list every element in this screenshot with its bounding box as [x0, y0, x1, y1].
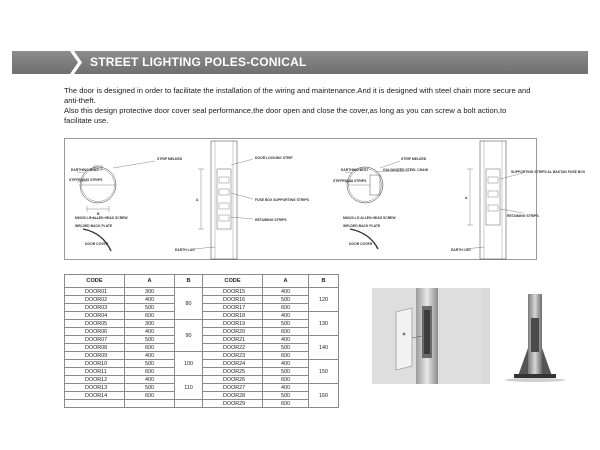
label-welded-back-plate-right: WELDED BACK PLATE — [343, 224, 381, 228]
label-earth-lug-left: EARTH LUG — [175, 248, 195, 252]
door-code-cell: DOOR18 — [203, 312, 263, 320]
intro-paragraph-2: Also this design protective door cover seal performance,the door open and close the cover,as long as you can screw a bolt action,to facilitate use. — [64, 106, 507, 125]
dimension-b-cell: 130 — [309, 312, 339, 336]
intro-text — [64, 86, 534, 126]
dimension-a-cell: 400 — [263, 336, 309, 344]
label-supporting-strips-right: SUPPORTING STRIPS AL BAKTAN FUSE BOX — [511, 170, 586, 174]
pole-base-photo — [490, 288, 589, 384]
door-code-cell: DOOR05 — [65, 320, 125, 328]
dimension-a-cell: 500 — [263, 320, 309, 328]
door-code-cell: DOOR07 — [65, 336, 125, 344]
table-row — [65, 352, 339, 360]
dimension-a-cell: 600 — [125, 392, 175, 400]
door-code-cell: DOOR06 — [65, 328, 125, 336]
product-photos — [372, 288, 589, 384]
door-cover-right — [350, 229, 378, 249]
door-code-cell: DOOR22 — [203, 344, 263, 352]
dimension-a-cell: 400 — [263, 288, 309, 296]
table-body — [65, 288, 339, 408]
dimension-a-cell: 400 — [125, 328, 175, 336]
dimension-a-cell: 400 — [125, 376, 175, 384]
label-dim-b-left: B — [97, 212, 100, 216]
door-spec-table — [64, 274, 339, 408]
door-code-cell: DOOR26 — [203, 376, 263, 384]
column-header-code-left: CODE — [65, 275, 125, 288]
label-strip-melded-left: STRIP MELDED — [157, 157, 183, 161]
door-diagrams — [65, 139, 586, 261]
door-code-cell: DOOR04 — [65, 312, 125, 320]
dimension-a-cell: 600 — [263, 400, 309, 408]
dimension-a-cell: 300 — [125, 320, 175, 328]
label-door-cover-left: DOOR COVER — [85, 242, 109, 246]
door-code-cell: DOOR20 — [203, 328, 263, 336]
label-door-cover-right: DOOR COVER — [349, 242, 373, 246]
door-cover-left — [83, 229, 111, 251]
table-row — [65, 400, 339, 408]
column-header-code-right: CODE — [203, 275, 263, 288]
dimension-a-cell: 400 — [125, 296, 175, 304]
dimension-a-cell: 400 — [125, 352, 175, 360]
door-code-cell: DOOR21 — [203, 336, 263, 344]
door-code-cell: DOOR01 — [65, 288, 125, 296]
dimension-a-cell: 400 — [263, 360, 309, 368]
chevron-right-icon — [70, 51, 82, 74]
dimension-a-cell: 600 — [263, 352, 309, 360]
label-fuse-box-left: FUSE BOX SUPPORTING STRIPS — [255, 198, 309, 202]
empty-cell — [125, 400, 175, 408]
dimension-a-cell: 500 — [263, 368, 309, 376]
label-retaining-strips-left: RETAINING STRIPS — [255, 218, 287, 222]
label-m6x20-left: M6X20 LG ALLEN HEAD SCREW — [75, 216, 128, 220]
label-galvanized-chain-right: GALVANIZED STEEL CHAIN — [383, 168, 429, 172]
dimension-a-cell: 600 — [125, 312, 175, 320]
column-header-a-left: A — [125, 275, 175, 288]
dimension-a-cell: 600 — [125, 368, 175, 376]
label-stiffening-strips-right: STIFFENING STRIPS — [333, 179, 367, 183]
label-strip-melded-right: STRIP MELDED — [401, 157, 427, 161]
dimension-b-cell: 150 — [309, 360, 339, 384]
column-header-b-right: B — [309, 275, 339, 288]
door-code-cell: DOOR08 — [65, 344, 125, 352]
dimension-b-cell: 120 — [309, 288, 339, 312]
dimension-a-cell: 400 — [263, 384, 309, 392]
dimension-a-cell: 300 — [125, 288, 175, 296]
dimension-a-cell: 600 — [125, 344, 175, 352]
dimension-a-cell: 400 — [263, 312, 309, 320]
label-dim-a-left: A — [196, 198, 199, 202]
section-banner — [12, 51, 588, 74]
column-header-a-right: A — [263, 275, 309, 288]
door-code-cell: DOOR10 — [65, 360, 125, 368]
dimension-a-cell: 500 — [263, 392, 309, 400]
door-code-cell: DOOR17 — [203, 304, 263, 312]
table-row — [65, 288, 339, 296]
empty-cell — [65, 400, 125, 408]
door-code-cell: DOOR23 — [203, 352, 263, 360]
table-row — [65, 376, 339, 384]
dimension-a-cell: 600 — [263, 376, 309, 384]
label-retaining-strips-right: RETAINING STRIPS — [507, 214, 539, 218]
door-code-cell: DOOR02 — [65, 296, 125, 304]
dimension-b-cell: 140 — [309, 336, 339, 360]
dimension-a-cell: 500 — [125, 360, 175, 368]
label-stiffening-strips-left: STIFFENING STRIPS — [69, 178, 103, 182]
dimension-b-cell: 90 — [175, 320, 203, 352]
door-code-cell: DOOR09 — [65, 352, 125, 360]
table-header-row — [65, 275, 339, 288]
door-code-cell: DOOR14 — [65, 392, 125, 400]
pole-door-photo — [372, 288, 482, 384]
door-code-cell: DOOR12 — [65, 376, 125, 384]
label-earth-lug-right: EARTH LUG — [451, 248, 471, 252]
dimension-a-cell: 500 — [125, 336, 175, 344]
door-code-cell: DOOR19 — [203, 320, 263, 328]
technical-diagram-panel — [64, 138, 586, 260]
label-door-locking-strip-left: DOOR LOCKING STRIP — [255, 156, 293, 160]
door-code-cell: DOOR13 — [65, 384, 125, 392]
door-code-cell: DOOR16 — [203, 296, 263, 304]
dimension-a-cell: 600 — [263, 328, 309, 336]
label-earthing-bolt-right: EARTHING BOLT — [341, 168, 369, 172]
page-title: STREET LIGHTING POLES-CONICAL — [90, 55, 307, 69]
door-code-cell: DOOR27 — [203, 384, 263, 392]
door-code-cell: DOOR25 — [203, 368, 263, 376]
dimension-a-cell: 500 — [263, 344, 309, 352]
label-welded-back-plate-left: WELDED BACK PLATE — [75, 224, 113, 228]
door-code-cell: DOOR11 — [65, 368, 125, 376]
label-m6x20-right: M6X20 LG ALLEN HEAD SCREW — [343, 216, 396, 220]
dimension-b-cell: 160 — [309, 384, 339, 408]
label-earthing-bolt-left: EARTHING BOLT — [71, 168, 99, 172]
door-code-cell: DOOR24 — [203, 360, 263, 368]
label-dim-a-right: A — [465, 196, 468, 200]
table-row — [65, 320, 339, 328]
dimension-b-cell: 110 — [175, 376, 203, 400]
dimension-a-cell: 600 — [263, 304, 309, 312]
intro-paragraph-1: The door is designed in order to facilitate the installation of the wiring and maintenance.And it is designed with steel chain more secure and anti-theft. — [64, 86, 531, 105]
dimension-a-cell: 500 — [263, 296, 309, 304]
dimension-a-cell: 500 — [125, 304, 175, 312]
empty-cell — [175, 400, 203, 408]
dimension-b-cell: 100 — [175, 352, 203, 376]
dimension-a-cell: 500 — [125, 384, 175, 392]
door-code-cell: DOOR29 — [203, 400, 263, 408]
dimension-b-cell: 80 — [175, 288, 203, 320]
column-header-b-left: B — [175, 275, 203, 288]
door-code-cell: DOOR03 — [65, 304, 125, 312]
door-code-cell: DOOR28 — [203, 392, 263, 400]
door-code-cell: DOOR15 — [203, 288, 263, 296]
